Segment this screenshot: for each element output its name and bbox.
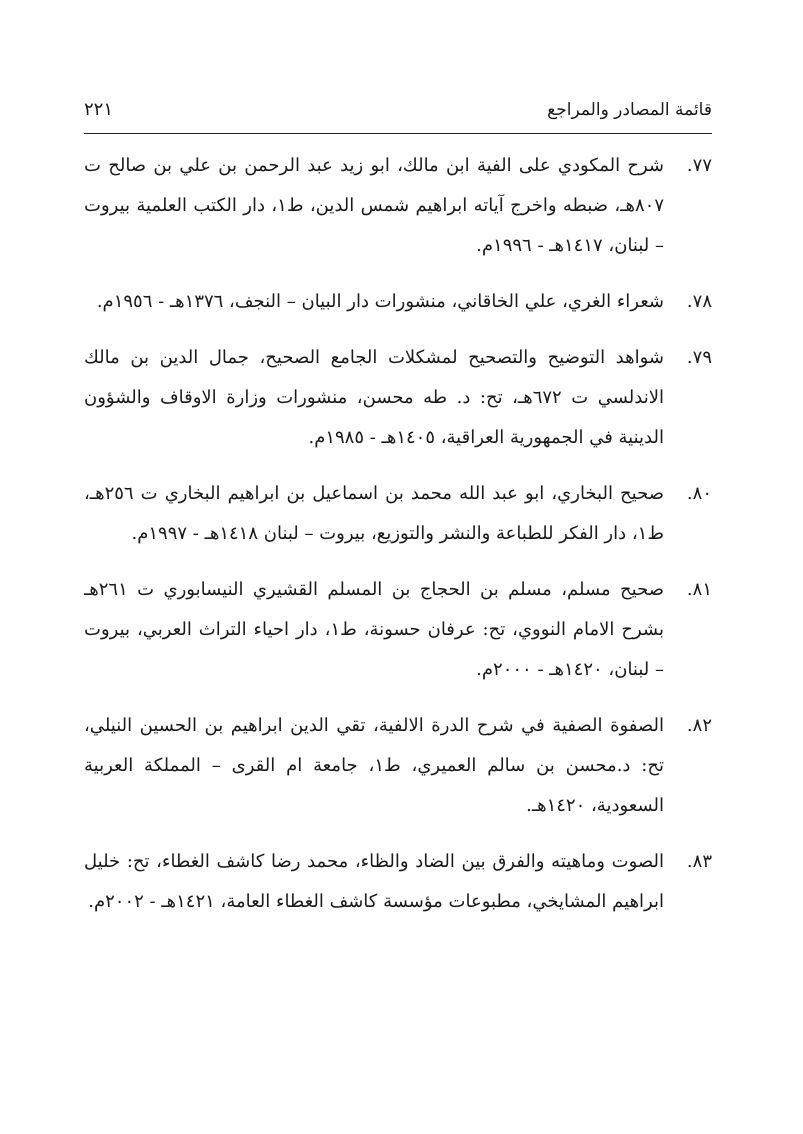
reference-text: صحيح البخاري، ابو عبد الله محمد بن اسماعيل بن ابراهيم البخاري ت ٢٥٦هـ، ط١، دار الفكر للطباعة والنشر والتوزيع، بيروت – لبنان ١٤١٨هـ - ١٩٩٧م. — [84, 483, 664, 544]
reference-text: شواهد التوضيح والتصحيح لمشكلات الجامع الصحيح، جمال الدين بن مالك الاندلسي ت ٦٧٢هـ، تح: د. طه محسن، منشورات وزارة الاوقاف والشؤون الدينية في الجمهورية العراقية، ١٤٠٥هـ - ١٩٨٥م. — [84, 347, 664, 448]
reference-item — [84, 706, 712, 826]
reference-text: صحيح مسلم، مسلم بن الحجاج بن المسلم القشيري النيسابوري ت ٢٦١هـ بشرح الامام النووي، تح: عرفان حسونة، ط١، دار احياء التراث العربي، بيروت – لبنان، ١٤٢٠هـ - ٢٠٠٠م. — [84, 579, 664, 680]
reference-number: ٧٧. — [686, 155, 712, 176]
reference-text: شعراء الغري، علي الخاقاني، منشورات دار البيان – النجف، ١٣٧٦هـ - ١٩٥٦م. — [96, 291, 664, 312]
reference-number: ٨١. — [686, 579, 712, 600]
page-number: ٢٢١ — [84, 99, 114, 120]
reference-text: الصوت وماهيته والفرق بين الضاد والظاء، محمد رضا كاشف الغطاء، تح: خليل ابراهيم المشايخي، مطبوعات مؤسسة كاشف الغطاء العامة، ١٤٢١هـ - ٢٠٠٢م. — [84, 851, 664, 912]
header-divider — [84, 133, 712, 134]
reference-number: ٧٩. — [686, 347, 712, 368]
reference-item — [84, 570, 712, 690]
reference-list — [84, 146, 712, 938]
reference-number: ٨٠. — [686, 483, 712, 504]
reference-text: الصفوة الصفية في شرح الدرة الالفية، تقي الدين ابراهيم بن الحسين النيلي، تح: د.محسن بن سالم العميري، ط١، جامعة ام القرى – المملكة العربية السعودية، ١٤٢٠هـ. — [84, 715, 664, 816]
reference-text: شرح المكودي على الفية ابن مالك، ابو زيد عبد الرحمن بن علي بن صالح ت ٨٠٧هـ، ضبطه واخرج آياته ابراهيم شمس الدين، ط١، دار الكتب العلمية بيروت – لبنان، ١٤١٧هـ - ١٩٩٦م. — [84, 155, 664, 256]
reference-number: ٨٣. — [686, 851, 712, 872]
reference-number: ٨٢. — [686, 715, 712, 736]
reference-item — [84, 338, 712, 458]
reference-item — [84, 474, 712, 554]
reference-item — [84, 282, 712, 322]
reference-number: ٧٨. — [686, 291, 712, 312]
reference-item — [84, 146, 712, 266]
running-header — [84, 96, 712, 126]
header-title: قائمة المصادر والمراجع — [547, 100, 712, 120]
reference-item — [84, 842, 712, 922]
